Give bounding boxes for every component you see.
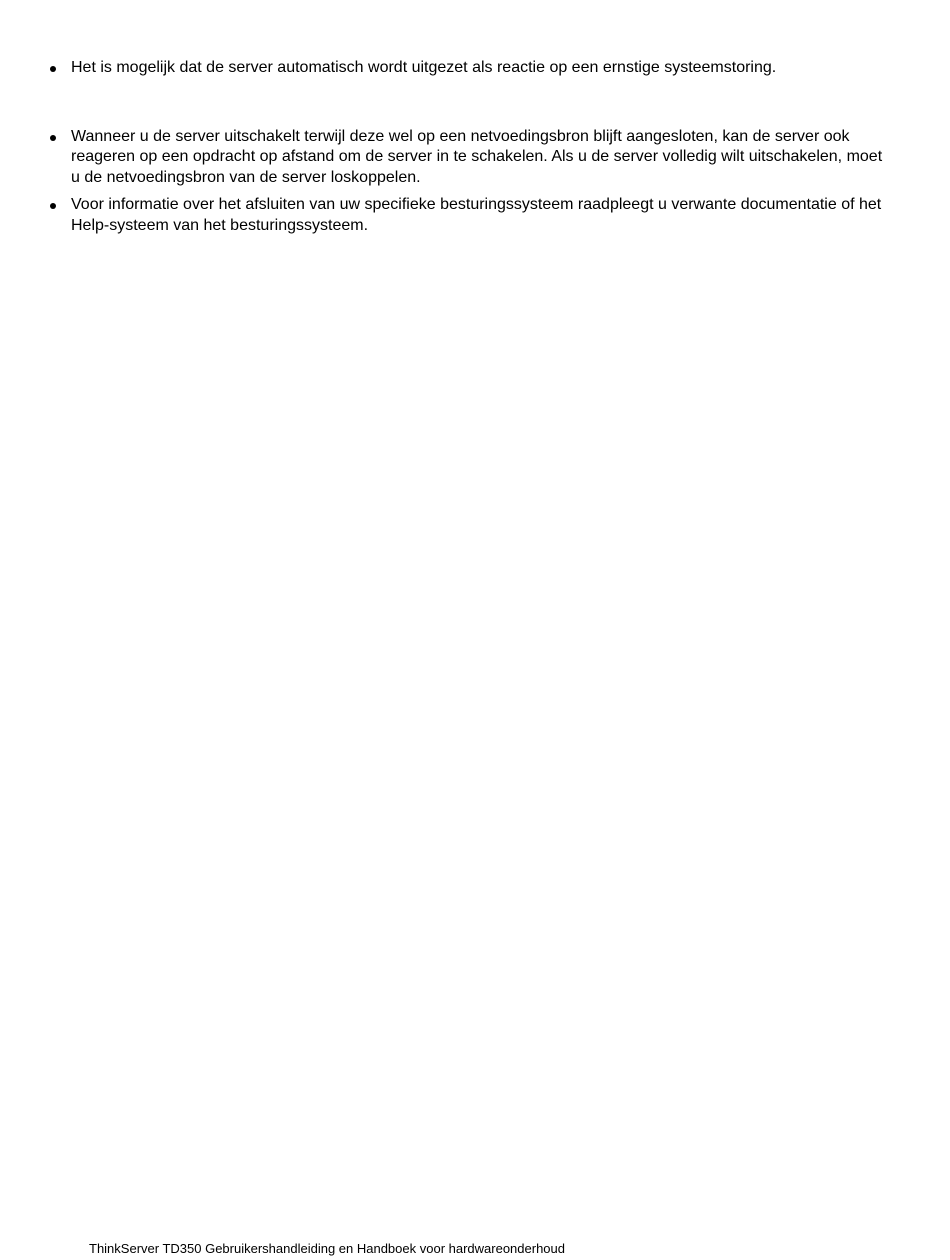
bullet-icon <box>50 135 56 141</box>
list-item <box>48 127 888 189</box>
list-item <box>48 58 888 79</box>
bullet-list <box>48 58 888 243</box>
bullet-text: Het is mogelijk dat de server automatisch wordt uitgezet als reactie op een ernstige systeemstoring. <box>71 59 777 76</box>
list-item <box>48 195 888 236</box>
bullet-icon <box>50 203 56 209</box>
bullet-text: Wanneer u de server uitschakelt terwijl deze wel op een netvoedingsbron blijft aangesloten, kan de server ook reageren op een opdracht op afstand om de server in te schakelen. Als u de server volledig wilt uitschakelen, moet u de netvoedingsbron van de server loskoppelen. <box>71 127 883 186</box>
bullet-text: Voor informatie over het afsluiten van uw specifieke besturingssysteem raadpleegt u verwante documentatie of het Help-systeem van het besturingssysteem. <box>71 196 882 234</box>
page-footer: ThinkServer TD350 Gebruikershandleiding en Handboek voor hardwareonderhoud <box>89 1241 565 1256</box>
bullet-icon <box>50 66 56 72</box>
